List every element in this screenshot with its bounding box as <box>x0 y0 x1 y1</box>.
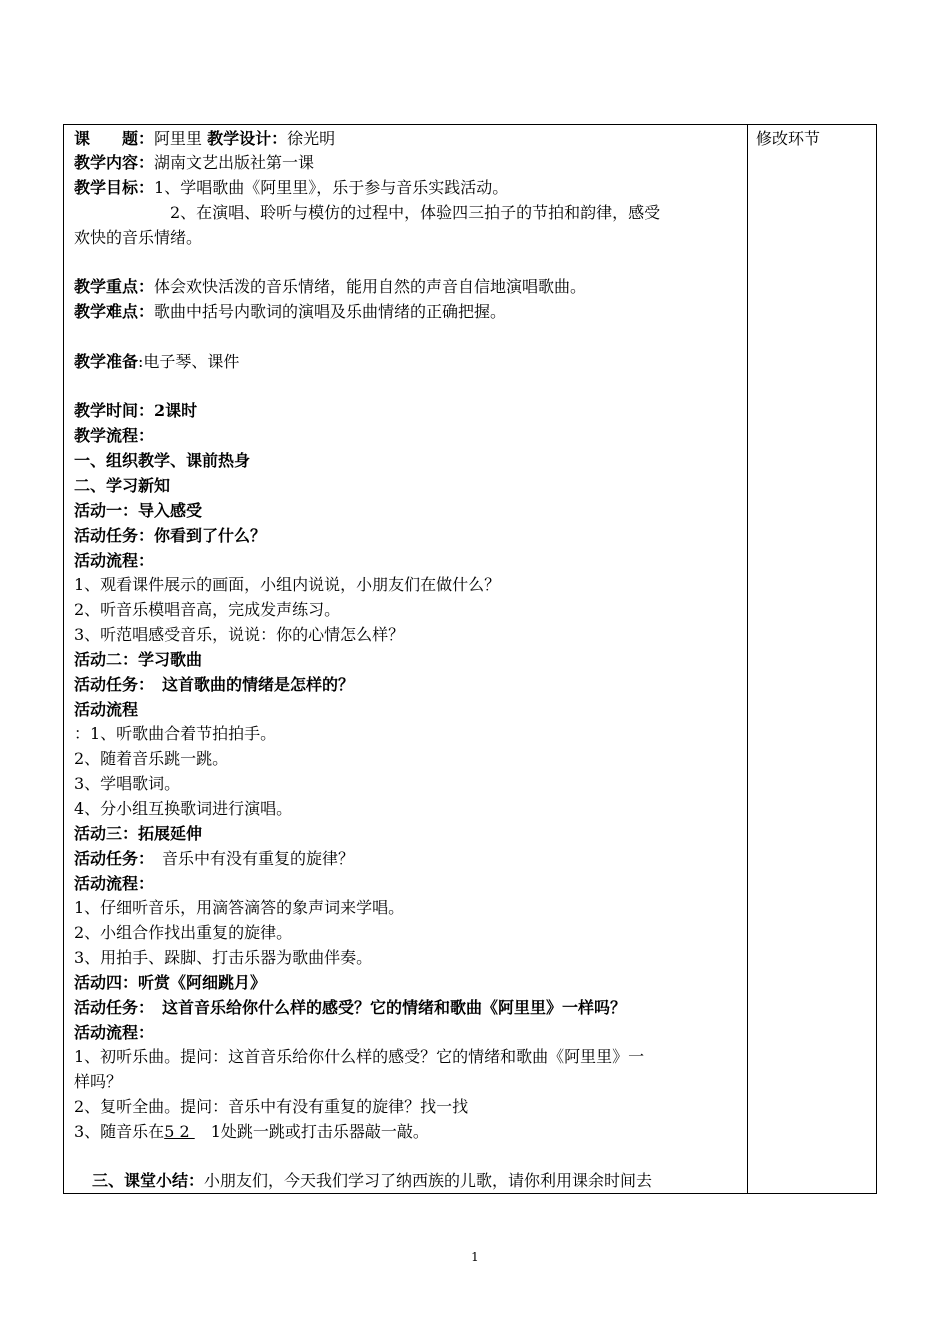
prep-label: 教学准备 <box>74 352 139 371</box>
page-number: 1 <box>471 1250 479 1264</box>
activity-4-step-3-post: 1处跳一跳或打击乐器敲一敲。 <box>194 1122 429 1141</box>
activity-3-step-2: 2、小组合作找出重复的旋律。 <box>74 923 293 942</box>
activity-4-flow: 活动流程： <box>74 1023 155 1042</box>
activity-1-step-2: 2、听音乐模唱音高，完成发声练习。 <box>74 600 341 619</box>
activity-4-task: 活动任务： 这首音乐给你什么样的感受？它的情绪和歌曲《阿里里》一样吗？ <box>74 998 627 1017</box>
activity-2-task: 活动任务： 这首歌曲的情绪是怎样的？ <box>74 675 355 694</box>
activity-1-task: 活动任务：你看到了什么？ <box>74 526 267 545</box>
activity-4-step-3 <box>74 1120 429 1145</box>
time-line: 教学时间：2课时 <box>74 401 198 420</box>
content-label: 教学内容： <box>74 153 155 172</box>
activity-3-task-label: 活动任务： <box>74 849 147 868</box>
music-notes: 5 2 <box>164 1122 195 1141</box>
activity-1-step-1: 1、观看课件展示的画面，小组内说说，小朋友们在做什么？ <box>74 575 501 594</box>
activity-2-step-4: 4、分小组互换歌词进行演唱。 <box>74 799 293 818</box>
activity-2-step-2: 2、随着音乐跳一跳。 <box>74 749 229 768</box>
goals-label: 教学目标： <box>74 178 155 197</box>
activity-4-step-1b: 样吗？ <box>74 1072 123 1091</box>
activity-1-step-3: 3、听范唱感受音乐，说说：你的心情怎么样？ <box>74 625 405 644</box>
difficult-value: 歌曲中括号内歌词的演唱及乐曲情绪的正确把握。 <box>154 302 507 321</box>
activity-1-title: 活动一：导入感受 <box>74 501 203 520</box>
activity-4-title: 活动四：听赏《阿细跳月》 <box>74 973 267 992</box>
key-value: 体会欢快活泼的音乐情绪，能用自然的声音自信地演唱歌曲。 <box>154 277 587 296</box>
lesson-table <box>63 124 877 1194</box>
activity-3-step-3: 3、用拍手、跺脚、打击乐器为歌曲伴奏。 <box>74 948 373 967</box>
activity-3-flow: 活动流程： <box>74 874 155 893</box>
goal-2a: 2、在演唱、聆听与模仿的过程中，体验四三拍子的节拍和韵律，感受 <box>170 203 661 222</box>
content-value: 湖南文艺出版社第一课 <box>154 153 315 172</box>
activity-4-step-1a: 1、初听乐曲。提问：这首音乐给你什么样的感受？它的情绪和歌曲《阿里里》一 <box>74 1047 645 1066</box>
activity-4-step-3-pre: 3、随音乐在 <box>74 1122 165 1141</box>
summary-label: 三、课堂小结： <box>92 1171 205 1190</box>
content-line <box>74 151 314 176</box>
activity-2-step-3: 3、学唱歌词。 <box>74 774 181 793</box>
summary-value: 小朋友们，今天我们学习了纳西族的儿歌，请你利用课余时间去 <box>204 1171 653 1190</box>
activity-4-step-2: 2、复听全曲。提问：音乐中有没有重复的旋律？找一找 <box>74 1097 469 1116</box>
activity-2-step-1: ：1、听歌曲合着节拍拍手。 <box>74 724 277 743</box>
goal-1: 1、学唱歌曲《阿里里》，乐于参与音乐实践活动。 <box>154 178 509 197</box>
section-1-heading: 一、组织教学、课前热身 <box>74 451 251 470</box>
activity-3-task <box>74 847 354 872</box>
activity-2-flow: 活动流程 <box>74 700 139 719</box>
topic-line <box>74 127 335 152</box>
activity-3-title: 活动三：拓展延伸 <box>74 824 203 843</box>
designer-label: 教学设计： <box>207 129 288 148</box>
topic-value: 阿里里 <box>154 129 203 148</box>
activity-3-step-1: 1、仔细听音乐，用滴答滴答的象声词来学唱。 <box>74 898 405 917</box>
topic-label: 课 题： <box>74 129 155 148</box>
prep-line <box>74 350 239 375</box>
column-divider <box>747 125 748 1193</box>
difficult-line <box>74 300 506 325</box>
key-line <box>74 275 586 300</box>
difficult-label: 教学难点： <box>74 302 155 321</box>
activity-3-task-value: 音乐中有没有重复的旋律？ <box>146 849 355 868</box>
activity-1-flow: 活动流程： <box>74 551 155 570</box>
section-2-heading: 二、学习新知 <box>74 476 171 495</box>
summary-line <box>92 1169 652 1194</box>
key-label: 教学重点： <box>74 277 155 296</box>
goal-2b: 欢快的音乐情绪。 <box>74 228 203 247</box>
goals-line <box>74 176 508 201</box>
prep-value: :电子琴、课件 <box>138 352 240 371</box>
designer-value: 徐光明 <box>287 129 336 148</box>
revision-header: 修改环节 <box>756 129 821 148</box>
activity-2-title: 活动二：学习歌曲 <box>74 650 203 669</box>
flow-heading: 教学流程： <box>74 426 155 445</box>
